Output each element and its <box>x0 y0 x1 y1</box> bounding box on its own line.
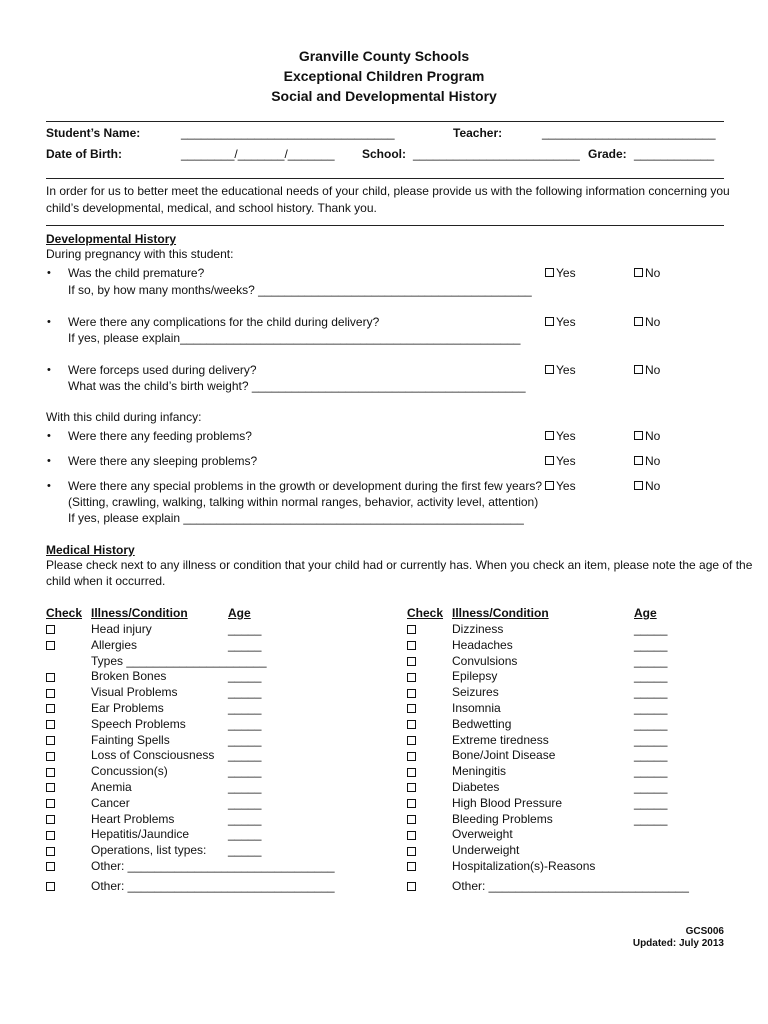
condition-label: High Blood Pressure <box>452 795 563 810</box>
checkbox-icon[interactable] <box>634 268 643 277</box>
complications-yes-option[interactable]: Yes <box>545 315 576 329</box>
premature-no-option[interactable]: No <box>634 266 660 280</box>
birth-weight-field[interactable]: What was the child’s birth weight? _________________________________________ <box>68 379 526 393</box>
condition-label: Overweight <box>452 827 513 842</box>
age-field[interactable]: _____ <box>634 701 668 715</box>
age-field[interactable]: _____ <box>228 795 262 810</box>
divider <box>46 121 724 122</box>
age-field[interactable]: _____ <box>228 827 262 842</box>
bullet: • <box>47 316 51 328</box>
condition-label: Meningitis <box>452 764 507 779</box>
complications-no-option[interactable]: No <box>634 315 660 329</box>
updated-date: Updated: July 2013 <box>632 938 724 949</box>
checkbox-icon[interactable] <box>634 317 643 326</box>
age-field[interactable]: _____ <box>228 732 262 747</box>
growth-explain-field[interactable]: If yes, please explain ___________________________________________________ <box>68 511 524 525</box>
student-name-field[interactable]: ________________________________ <box>181 126 395 140</box>
pregnancy-intro: During pregnancy with this student: <box>46 247 234 261</box>
age-field[interactable]: _____ <box>634 748 668 763</box>
developmental-heading: Developmental History <box>46 232 177 246</box>
question-forceps: Were forceps used during delivery? <box>68 363 257 377</box>
checkbox-icon[interactable] <box>407 781 418 795</box>
age-field[interactable]: _____ <box>634 811 668 826</box>
school-label: School: <box>362 147 406 161</box>
condition-label: Seizures <box>452 685 499 700</box>
checkbox-icon[interactable] <box>46 702 57 716</box>
checkbox-icon[interactable] <box>407 702 418 716</box>
condition-label: Allergies <box>91 637 138 652</box>
form-code: GCS006 <box>685 926 724 937</box>
condition-label: Dizziness <box>452 622 504 636</box>
condition-label: Ear Problems <box>91 701 164 715</box>
left-col-age-header: Age <box>228 606 251 620</box>
bullet: • <box>47 430 51 442</box>
checkbox-icon[interactable] <box>407 765 418 779</box>
sleeping-yes-option[interactable]: Yes <box>545 454 576 468</box>
intro-line-2: child’s developmental, medical, and school history. Thank you. <box>46 201 377 215</box>
form-title-history: Social and Developmental History <box>271 88 497 104</box>
school-field[interactable]: _________________________ <box>413 147 580 161</box>
condition-label: Loss of Consciousness <box>91 748 215 763</box>
condition-label: Head injury <box>91 622 152 636</box>
age-field[interactable]: _____ <box>634 622 668 636</box>
intro-line-1: In order for us to better meet the educational needs of your child, please provide us with the following information concerning you <box>46 184 730 198</box>
checkbox-icon[interactable] <box>545 431 554 440</box>
condition-label: Anemia <box>91 780 132 794</box>
age-field[interactable]: _____ <box>634 669 668 684</box>
condition-label: Diabetes <box>452 780 500 794</box>
condition-label: Fainting Spells <box>91 732 170 747</box>
question-growth: Were there any special problems in the growth or development during the first few years? <box>68 479 543 493</box>
forceps-yes-option[interactable]: Yes <box>545 363 576 377</box>
checkbox-icon[interactable] <box>407 623 418 637</box>
teacher-label: Teacher: <box>453 126 503 140</box>
feeding-yes-option[interactable]: Yes <box>545 429 576 443</box>
age-field[interactable]: _____ <box>228 701 262 715</box>
checkbox-icon[interactable] <box>634 481 643 490</box>
question-sleeping: Were there any sleeping problems? <box>68 454 258 468</box>
checkbox-icon[interactable] <box>545 268 554 277</box>
condition-label: Broken Bones <box>91 669 167 684</box>
left-col-check-header: Check <box>46 606 83 620</box>
infancy-intro: With this child during infancy: <box>46 410 202 424</box>
feeding-no-option[interactable]: No <box>634 429 660 443</box>
checkbox-icon[interactable] <box>407 718 418 732</box>
checkbox-icon[interactable] <box>407 844 418 858</box>
form-title-district: Granville County Schools <box>298 48 470 64</box>
divider <box>46 225 724 226</box>
checkbox-icon[interactable] <box>545 317 554 326</box>
bullet: • <box>47 480 51 492</box>
condition-label: Underweight <box>452 843 520 858</box>
age-field[interactable]: _____ <box>228 716 262 731</box>
condition-label: Speech Problems <box>91 716 186 731</box>
checkbox-icon[interactable] <box>46 686 57 700</box>
right-col-illness-header: Illness/Condition <box>452 606 549 620</box>
checkbox-icon[interactable] <box>545 456 554 465</box>
age-field[interactable]: _____ <box>228 780 262 794</box>
checkbox-icon[interactable] <box>46 781 57 795</box>
condition-label: Heart Problems <box>91 811 175 826</box>
complications-explain-field[interactable]: If yes, please explain___________________________________________________ <box>68 331 521 345</box>
bullet: • <box>47 267 51 279</box>
age-field[interactable]: _____ <box>634 795 668 810</box>
age-field[interactable]: _____ <box>228 843 262 858</box>
checkbox-icon[interactable] <box>46 623 57 637</box>
bullet: • <box>47 455 51 467</box>
condition-label: Types _____________________ <box>91 653 267 668</box>
grade-label: Grade: <box>588 147 627 161</box>
checkbox-icon[interactable] <box>407 749 418 763</box>
condition-label: Bedwetting <box>452 716 512 731</box>
divider <box>46 178 724 179</box>
condition-label: Other: ______________________________ <box>452 878 689 893</box>
checkbox-icon[interactable] <box>46 844 57 858</box>
bullet: • <box>47 364 51 376</box>
checkbox-icon[interactable] <box>46 749 57 763</box>
age-field[interactable]: _____ <box>228 764 262 779</box>
checkbox-icon[interactable] <box>407 655 418 669</box>
age-field[interactable]: _____ <box>634 685 668 700</box>
checkbox-icon[interactable] <box>407 639 418 653</box>
checkbox-icon[interactable] <box>46 828 57 842</box>
premature-yes-option[interactable]: Yes <box>545 266 576 280</box>
sleeping-no-option[interactable]: No <box>634 454 660 468</box>
condition-label: Bleeding Problems <box>452 811 553 826</box>
condition-label: Bone/Joint Disease <box>452 748 556 763</box>
age-field[interactable]: _____ <box>228 811 262 826</box>
premature-duration-field[interactable]: If so, by how many months/weeks? _________________________________________ <box>68 283 532 297</box>
checkbox-icon[interactable] <box>407 797 418 811</box>
checkbox-icon[interactable] <box>46 718 57 732</box>
age-field[interactable]: _____ <box>634 780 668 794</box>
age-field[interactable]: _____ <box>634 764 668 779</box>
growth-no-option[interactable]: No <box>634 479 660 493</box>
checkbox-icon[interactable] <box>545 481 554 490</box>
age-field[interactable]: _____ <box>228 748 262 763</box>
checkbox-icon[interactable] <box>46 639 57 653</box>
checkbox-icon[interactable] <box>634 365 643 374</box>
age-field[interactable]: _____ <box>228 685 262 700</box>
checkbox-icon[interactable] <box>46 797 57 811</box>
question-feeding: Were there any feeding problems? <box>68 429 252 443</box>
age-field[interactable]: _____ <box>634 637 668 652</box>
medical-heading: Medical History <box>46 543 135 557</box>
condition-label: Concussion(s) <box>91 764 168 779</box>
checkbox-icon[interactable] <box>407 880 418 894</box>
condition-label: Insomnia <box>452 701 501 715</box>
condition-label: Headaches <box>452 637 513 652</box>
checkbox-icon[interactable] <box>407 734 418 748</box>
dob-label: Date of Birth: <box>46 147 122 161</box>
growth-yes-option[interactable]: Yes <box>545 479 576 493</box>
age-field[interactable]: _____ <box>228 622 262 636</box>
age-field[interactable]: _____ <box>228 669 262 684</box>
condition-label: Hepatitis/Jaundice <box>91 827 190 842</box>
checkbox-icon[interactable] <box>634 431 643 440</box>
checkbox-icon[interactable] <box>407 828 418 842</box>
checkbox-icon[interactable] <box>407 813 418 827</box>
growth-examples: (Sitting, crawling, walking, talking within normal ranges, behavior, activity level, attention) <box>68 495 539 509</box>
checkbox-icon[interactable] <box>634 456 643 465</box>
checkbox-icon[interactable] <box>46 813 57 827</box>
condition-label: Hospitalization(s)-Reasons <box>452 859 596 873</box>
checkbox-icon[interactable] <box>46 860 57 874</box>
condition-label: Visual Problems <box>91 685 178 700</box>
checkbox-icon[interactable] <box>407 686 418 700</box>
medical-intro-line-2: child when it occurred. <box>46 574 166 588</box>
condition-label: Cancer <box>91 795 130 810</box>
right-col-check-header: Check <box>407 606 444 620</box>
checkbox-icon[interactable] <box>407 670 418 684</box>
grade-field[interactable]: ____________ <box>634 147 715 161</box>
condition-label: Other: _______________________________ <box>91 859 335 873</box>
condition-label: Convulsions <box>452 653 518 668</box>
condition-label: Epilepsy <box>452 669 498 684</box>
age-field[interactable]: _____ <box>228 637 262 652</box>
medical-intro-line-1: Please check next to any illness or condition that your child had or currently has. When you check an item, please note the age of the <box>46 558 753 572</box>
checkbox-icon[interactable] <box>407 860 418 874</box>
dob-field[interactable]: ________/_______/_______ <box>181 147 335 161</box>
question-complications: Were there any complications for the child during delivery? <box>68 315 380 329</box>
checkbox-icon[interactable] <box>46 670 57 684</box>
checkbox-icon[interactable] <box>46 765 57 779</box>
checkbox-icon[interactable] <box>46 734 57 748</box>
right-col-age-header: Age <box>634 606 657 620</box>
teacher-field[interactable]: __________________________ <box>542 126 716 140</box>
condition-label: Other: _______________________________ <box>91 878 335 893</box>
age-field[interactable]: _____ <box>634 653 668 668</box>
condition-label: Operations, list types: <box>91 843 207 858</box>
age-field[interactable]: _____ <box>634 716 668 731</box>
student-name-label: Student’s Name: <box>46 126 141 140</box>
left-col-illness-header: Illness/Condition <box>91 606 188 620</box>
form-title-program: Exceptional Children Program <box>283 68 485 84</box>
forceps-no-option[interactable]: No <box>634 363 660 377</box>
age-field[interactable]: _____ <box>634 732 668 747</box>
question-premature: Was the child premature? <box>68 266 205 280</box>
condition-label: Extreme tiredness <box>452 732 549 747</box>
checkbox-icon[interactable] <box>46 880 57 894</box>
checkbox-icon[interactable] <box>545 365 554 374</box>
